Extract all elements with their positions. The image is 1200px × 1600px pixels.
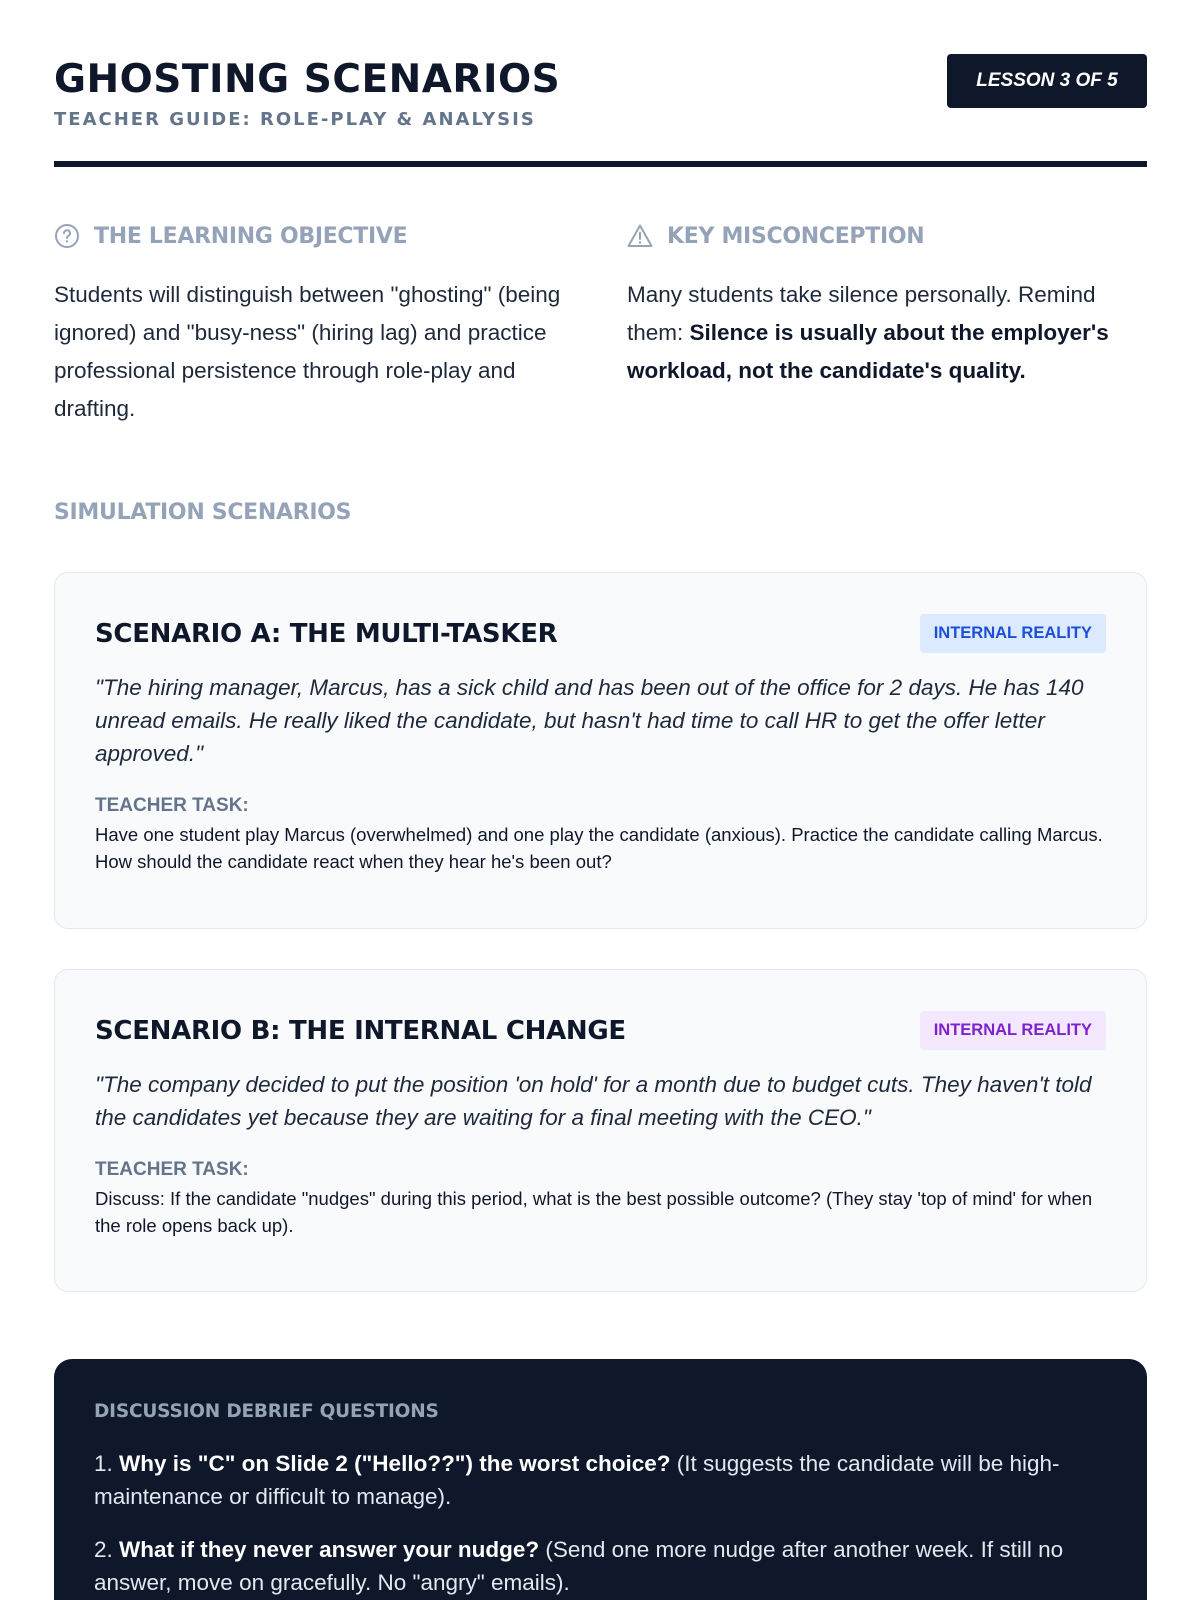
- scenario-quote: "The hiring manager, Marcus, has a sick child and has been out of the office for 2 days. He has 140 unread emails. He really liked the candidate, but hasn't had time to call HR to get the offer letter approved.": [95, 675, 1084, 766]
- learning-objective-section: [54, 218, 574, 428]
- scenario-card-b: [54, 969, 1147, 1292]
- warning-triangle-icon: [627, 223, 653, 249]
- debrief-question-number: 1.: [94, 1451, 113, 1476]
- learning-objective-text: Students will distinguish between "ghosting" (being ignored) and "busy-ness" (hiring lag) and practice professional persistence through role-play and drafting.: [54, 282, 561, 421]
- teacher-task-label: TEACHER TASK:: [95, 795, 249, 816]
- debrief-question-item: [94, 1447, 1107, 1513]
- misconception-emphasis: Silence is usually about the employer's workload, not the candidate's quality.: [627, 320, 1109, 383]
- teacher-task-text: Have one student play Marcus (overwhelmed) and one play the candidate (anxious). Practice the candidate calling Marcus. How should the candidate react when they hear he's been out?: [95, 824, 1103, 872]
- learning-objective-header: [54, 218, 574, 254]
- key-misconception-section: [627, 218, 1147, 390]
- scenario-tag: INTERNAL REALITY: [920, 614, 1106, 653]
- page-title: GHOSTING SCENARIOS: [54, 57, 561, 102]
- scenario-header: [95, 614, 1106, 654]
- page-subtitle: TEACHER GUIDE: ROLE-PLAY & ANALYSIS: [54, 109, 536, 130]
- scenario-title: SCENARIO B: THE INTERNAL CHANGE: [95, 1016, 626, 1046]
- scenario-card-a: [54, 572, 1147, 929]
- debrief-question-answer: (Send one more nudge after another week. If still no answer, move on gracefully. No "angry" emails).: [94, 1537, 1064, 1595]
- lesson-page: [54, 0, 1147, 1600]
- misconception-intro: Many students take silence personally. Remind them:: [627, 282, 1096, 345]
- debrief-question-item: [94, 1533, 1107, 1599]
- key-misconception-text: [627, 276, 1147, 390]
- question-circle-icon: [54, 223, 80, 249]
- learning-objective-title: THE LEARNING OBJECTIVE: [94, 223, 408, 249]
- debrief-question-text: What if they never answer your nudge?: [119, 1537, 540, 1562]
- simulation-scenarios-label: SIMULATION SCENARIOS: [54, 500, 352, 525]
- debrief-question-text: Why is "C" on Slide 2 ("Hello??") the worst choice?: [119, 1451, 671, 1476]
- scenario-header: [95, 1011, 1106, 1051]
- scenario-tag: INTERNAL REALITY: [920, 1011, 1106, 1050]
- key-misconception-title: KEY MISCONCEPTION: [667, 223, 925, 249]
- scenario-quote: "The company decided to put the position 'on hold' for a month due to budget cuts. They haven't told the candidates yet because they are waiting for a final meeting with the CEO.": [95, 1072, 1092, 1130]
- teacher-task-text: Discuss: If the candidate "nudges" during this period, what is the best possible outcome? (They stay 'top of mind' for when the role opens back up).: [95, 1188, 1093, 1236]
- key-misconception-header: [627, 218, 1147, 254]
- page-header: [54, 52, 1147, 167]
- debrief-question-number: 2.: [94, 1537, 113, 1562]
- scenario-title: SCENARIO A: THE MULTI-TASKER: [95, 619, 558, 649]
- discussion-debrief-panel: [54, 1359, 1147, 1600]
- lesson-progress-badge: LESSON 3 OF 5: [947, 54, 1147, 108]
- debrief-title: DISCUSSION DEBRIEF QUESTIONS: [94, 1401, 439, 1422]
- debrief-question-answer: (It suggests the candidate will be high-maintenance or difficult to manage).: [94, 1451, 1060, 1509]
- teacher-task-label: TEACHER TASK:: [95, 1159, 249, 1180]
